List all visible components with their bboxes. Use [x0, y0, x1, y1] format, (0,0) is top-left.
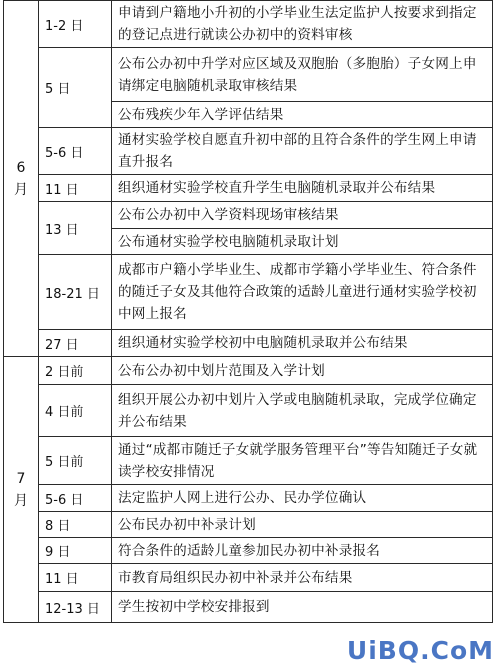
table-row — [4, 357, 493, 385]
event-description: 公布公办初中入学资料现场审核结果 — [112, 202, 493, 229]
date-cell: 8 日 — [39, 512, 112, 538]
date-cell: 1-2 日 — [39, 1, 112, 48]
event-description: 公布公办初中升学对应区域及双胞胎（多胞胎）子女网上申请绑定电脑随机录取审核结果 — [112, 48, 493, 102]
event-description: 市教育局组织民办初中补录并公布结果 — [112, 564, 493, 592]
table-row — [4, 538, 493, 564]
date-cell: 27 日 — [39, 330, 112, 357]
event-description: 组织通材实验学校直升学生电脑随机录取并公布结果 — [112, 175, 493, 202]
table-row — [4, 175, 493, 202]
date-cell: 13 日 — [39, 202, 112, 255]
table-row — [4, 202, 493, 229]
enrollment-schedule-table — [3, 0, 493, 623]
date-cell: 18-21 日 — [39, 255, 112, 330]
table-row — [4, 385, 493, 437]
event-description: 组织开展公办初中划片入学或电脑随机录取，完成学位确定并公布结果 — [112, 385, 493, 437]
event-description: 符合条件的适龄儿童参加民办初中补录报名 — [112, 538, 493, 564]
event-description: 公布通材实验学校电脑随机录取计划 — [112, 229, 493, 255]
event-description: 学生按初中学校安排报到 — [112, 592, 493, 623]
month-cell: 6 月 — [4, 1, 39, 357]
date-cell: 4 日前 — [39, 385, 112, 437]
date-cell: 2 日前 — [39, 357, 112, 385]
event-description: 公布公办初中划片范围及入学计划 — [112, 357, 493, 385]
event-description: 组织通材实验学校初中电脑随机录取并公布结果 — [112, 330, 493, 357]
event-description: 通材实验学校自愿直升初中部的且符合条件的学生网上申请直升报名 — [112, 128, 493, 175]
date-cell: 5-6 日 — [39, 485, 112, 512]
table-row — [4, 48, 493, 102]
month-cell: 7 月 — [4, 357, 39, 623]
date-cell: 11 日 — [39, 175, 112, 202]
date-cell: 5 日前 — [39, 437, 112, 485]
event-description: 通过“成都市随迁子女就学服务管理平台”等告知随迁子女就读学校安排情况 — [112, 437, 493, 485]
event-description: 公布残疾少年入学评估结果 — [112, 102, 493, 128]
table-row — [4, 128, 493, 175]
event-description: 法定监护人网上进行公办、民办学位确认 — [112, 485, 493, 512]
table-row — [4, 330, 493, 357]
table-row — [4, 1, 493, 48]
watermark: UiBQ.CoM — [346, 636, 494, 665]
event-description: 申请到户籍地小升初的小学毕业生法定监护人按要求到指定的登记点进行就读公办初中的资料审核 — [112, 1, 493, 48]
event-description: 成都市户籍小学毕业生、成都市学籍小学毕业生、符合条件的随迁子女及其他符合政策的适龄儿童进行通材实验学校初中网上报名 — [112, 255, 493, 330]
table-row — [4, 485, 493, 512]
date-cell: 9 日 — [39, 538, 112, 564]
table-row — [4, 255, 493, 330]
date-cell: 11 日 — [39, 564, 112, 592]
event-description: 公布民办初中补录计划 — [112, 512, 493, 538]
table-row — [4, 564, 493, 592]
table-row — [4, 592, 493, 623]
date-cell: 5 日 — [39, 48, 112, 128]
table-row — [4, 512, 493, 538]
table-row — [4, 437, 493, 485]
date-cell: 5-6 日 — [39, 128, 112, 175]
date-cell: 12-13 日 — [39, 592, 112, 623]
